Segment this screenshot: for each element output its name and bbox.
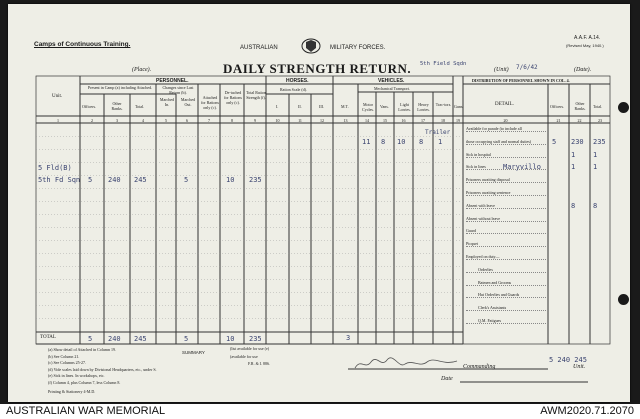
distribution-label: those occupying staff and normal duties) xyxy=(466,138,532,144)
column-number: 12 xyxy=(320,117,324,123)
revised-note: (Revised May, 1940.) xyxy=(566,43,604,48)
printer-note: Printing & Stationery 4-M.D. xyxy=(48,389,96,394)
distribution-label: Batmen and Grooms xyxy=(478,279,512,285)
distribution-label: Clerk's Assistants xyxy=(478,305,507,311)
vehicle-tractors: 1 xyxy=(438,138,443,146)
distribution-tot-value: 8 xyxy=(593,201,598,210)
column-number: 2 xyxy=(91,117,93,123)
vehicle-vans: 8 xyxy=(381,138,386,146)
leader-dots xyxy=(466,246,546,247)
distribution-label: Guard xyxy=(466,228,476,234)
detail-header: DETAIL. xyxy=(495,102,514,107)
other-ranks-header: Other Ranks. xyxy=(111,101,123,111)
unit-entry-2: 5th Fd Sqn xyxy=(38,176,81,184)
distribution-off-value: 5 xyxy=(552,137,557,146)
binder-hole-top xyxy=(618,102,629,113)
leader-dots xyxy=(466,195,546,196)
distribution-or-value: 1 xyxy=(571,150,576,159)
distribution-typed-note: Maryvillo xyxy=(503,163,541,172)
form-title: DAILY STRENGTH RETURN. xyxy=(223,61,412,76)
column-number: 15 xyxy=(383,117,387,123)
personnel-header: PERSONNEL. xyxy=(156,78,189,84)
motor-cycles-header: Motor Cycles. xyxy=(362,102,374,112)
leader-dots xyxy=(466,272,546,273)
detached-header: De-tached for Rations only (c). xyxy=(224,90,242,105)
distribution-label: Hut Orderlies and Guards xyxy=(478,292,520,298)
marched-in-header: Marched In. xyxy=(159,97,175,107)
dist-totals-entry: 5 240 245 xyxy=(549,356,587,364)
marched-out-header: Marched Out. xyxy=(180,97,196,107)
distribution-label: Picquet xyxy=(466,241,478,247)
date-typed: 7/6/42 xyxy=(516,64,538,71)
footnote: (d) Vide scales laid down by Divisional Headquarters, etc., under S. xyxy=(48,366,157,372)
horses-header: HORSES. xyxy=(286,78,309,84)
distribution-label: Prisoners awaiting disposal xyxy=(466,177,510,183)
distribution-header: DISTRIBUTION OF PERSONNEL SHOWN IN COL. 4. xyxy=(472,78,570,83)
totals-total: 245 xyxy=(134,335,147,343)
leader-dots xyxy=(466,208,546,209)
commanding-label: Commanding xyxy=(463,364,496,370)
forces-label: MILITARY FORCES. xyxy=(330,45,386,51)
binder-hole-bottom xyxy=(618,294,629,305)
column-number: 19 xyxy=(456,117,460,123)
archive-name: AUSTRALIAN WAR MEMORIAL xyxy=(6,405,166,417)
column-number: 23 xyxy=(598,117,602,123)
summary-fr-ref: F.R. & I. 886. xyxy=(248,361,271,366)
footnote: (f) Column 4, plus Column 7, less Column 8. xyxy=(48,379,121,385)
footnote: (a) Show detail of Attached in Column 19. xyxy=(48,347,116,352)
footnote: (c) See Columns 25-27. xyxy=(48,360,86,365)
column-number: 20 xyxy=(503,117,508,123)
totals-label: TOTAL xyxy=(40,335,56,340)
leader-dots xyxy=(466,144,546,145)
changes-header: Changes since Last Return (b). xyxy=(162,85,194,95)
column-number: 4 xyxy=(142,117,144,123)
leader-dots xyxy=(466,297,546,298)
column-number: 10 xyxy=(275,117,280,123)
officers-entry: 5 xyxy=(88,176,93,184)
leader-dots xyxy=(466,157,546,158)
leader-dots xyxy=(466,259,546,260)
totals-other-ranks: 240 xyxy=(108,335,121,343)
distribution-or-value: 230 xyxy=(571,137,584,146)
column-number: 5 xyxy=(165,117,167,123)
unit-label: (Unit) xyxy=(494,67,509,73)
tractors-header: Trac-tors. xyxy=(435,102,452,107)
column-number: 16 xyxy=(401,117,406,123)
distribution-label: Sick in hospital xyxy=(466,151,491,157)
archive-accession: AWM2020.71.2070 xyxy=(540,405,634,417)
footnote: (e) Sick in lines. In workshops, etc. xyxy=(48,373,105,378)
camps-label: Camps of Continuous Training. xyxy=(34,41,131,48)
distribution-label: Absent with leave xyxy=(466,202,495,208)
dist-other-header: Other Ranks. xyxy=(574,101,586,111)
leader-dots xyxy=(466,285,546,286)
signature-scrawl xyxy=(353,356,463,377)
unit-typed: 5th Field Sqdn xyxy=(420,61,467,67)
distribution-or-value: 1 xyxy=(571,163,576,172)
totals-detached: 10 xyxy=(226,335,235,343)
vehicle-totals-scrawl: 3 xyxy=(346,334,351,342)
officers-header: Officers. xyxy=(82,104,97,109)
ration-entry: 235 xyxy=(249,176,262,184)
table-grid xyxy=(8,4,630,402)
distribution-tot-value: 1 xyxy=(593,163,598,172)
vehicle-heavy-lorries: 8 xyxy=(419,138,424,146)
ration-scale-header: Ration Scale (d). xyxy=(280,87,307,92)
mech-transport-header: Mechanical Transport. xyxy=(374,86,410,91)
leader-dots xyxy=(466,233,546,234)
distribution-label: Absent without leave xyxy=(466,215,500,221)
leader-dots xyxy=(466,310,546,311)
strength-return-form xyxy=(8,4,630,402)
marched-out-entry: 5 xyxy=(184,176,189,184)
leader-dots xyxy=(466,323,546,324)
mt-header: M.T. xyxy=(341,104,349,109)
guns-header: Guns. xyxy=(454,104,464,109)
column-number: 8 xyxy=(231,117,233,123)
distribution-label: Sick in lines xyxy=(466,164,486,170)
totals-marched-out: 5 xyxy=(184,335,189,343)
light-lorries-header: Light Lorries. xyxy=(398,102,411,112)
column-number: 11 xyxy=(298,117,302,123)
leader-dots xyxy=(466,131,546,132)
distribution-label: Prisoners awaiting sentence xyxy=(466,190,511,195)
col-unit-header: Unit. xyxy=(52,94,63,99)
distribution-tot-value: 1 xyxy=(593,150,598,159)
vehicle-light-lorries: 10 xyxy=(397,138,406,146)
column-number: 1 xyxy=(57,117,59,123)
dist-total-header: Total. xyxy=(593,104,603,109)
ration-strength-header: Total Ration Strength (f). xyxy=(246,90,266,100)
distribution-label: Available for parade (to include all xyxy=(466,126,522,131)
leader-dots xyxy=(466,221,546,222)
present-header: Present in Camp (a) including Attached. xyxy=(87,85,153,90)
column-number: 13 xyxy=(343,117,348,123)
summary-available-1: (list available for use (e) xyxy=(230,346,270,351)
vehicle-motor-cycles: 11 xyxy=(362,138,371,146)
summary-available-2: (available for use xyxy=(230,354,258,359)
horse-scale-3: III. xyxy=(319,104,324,109)
column-number: 9 xyxy=(254,117,256,123)
vans-header: Vans. xyxy=(380,104,389,109)
dist-officers-header: Officers. xyxy=(550,104,565,109)
distribution-tot-value: 235 xyxy=(593,137,606,146)
column-number: 7 xyxy=(208,117,210,123)
date-label: (Date). xyxy=(574,67,592,73)
distribution-label: Q.M. Fatigues xyxy=(478,318,501,323)
totals-officers: 5 xyxy=(88,335,93,343)
column-number: 22 xyxy=(577,117,582,123)
archive-footer xyxy=(0,404,640,419)
other-ranks-entry: 240 xyxy=(108,176,121,184)
footnote: (b) See Column 21. xyxy=(48,353,80,359)
date-sign-label: Date xyxy=(441,376,453,382)
vehicle-trailer-note: Trailer xyxy=(425,129,451,136)
distribution-label: Orderlies xyxy=(478,266,493,272)
totals-ration: 235 xyxy=(249,335,262,343)
vehicles-header: VEHICLES. xyxy=(378,78,405,84)
heavy-lorries-header: Heavy Lorries. xyxy=(417,102,430,112)
column-number: 17 xyxy=(421,117,425,123)
total-entry: 245 xyxy=(134,176,147,184)
horse-scale-2: II. xyxy=(298,104,302,109)
horse-scale-1: I. xyxy=(276,104,279,109)
leader-dots xyxy=(466,182,546,183)
column-number: 21 xyxy=(556,117,561,123)
column-number: 3 xyxy=(116,117,118,123)
army-label: AUSTRALIAN xyxy=(240,45,278,51)
column-number: 6 xyxy=(186,117,188,123)
form-number: A.A.F. A.14. xyxy=(574,35,601,41)
unit-entry-1: 5 Fld(B) xyxy=(38,164,72,172)
detached-entry: 10 xyxy=(226,176,235,184)
attached-header: Attached for Rations only (c). xyxy=(201,95,219,110)
distribution-label: Employed on duty— xyxy=(466,254,500,259)
column-number: 14 xyxy=(365,117,369,123)
total-header: Total. xyxy=(135,104,145,109)
unit-sign-label: Unit. xyxy=(573,364,586,370)
distribution-or-value: 8 xyxy=(571,201,576,210)
column-number: 18 xyxy=(441,117,445,123)
place-label: (Place). xyxy=(132,67,152,73)
summary-label: SUMMARY xyxy=(182,350,205,355)
